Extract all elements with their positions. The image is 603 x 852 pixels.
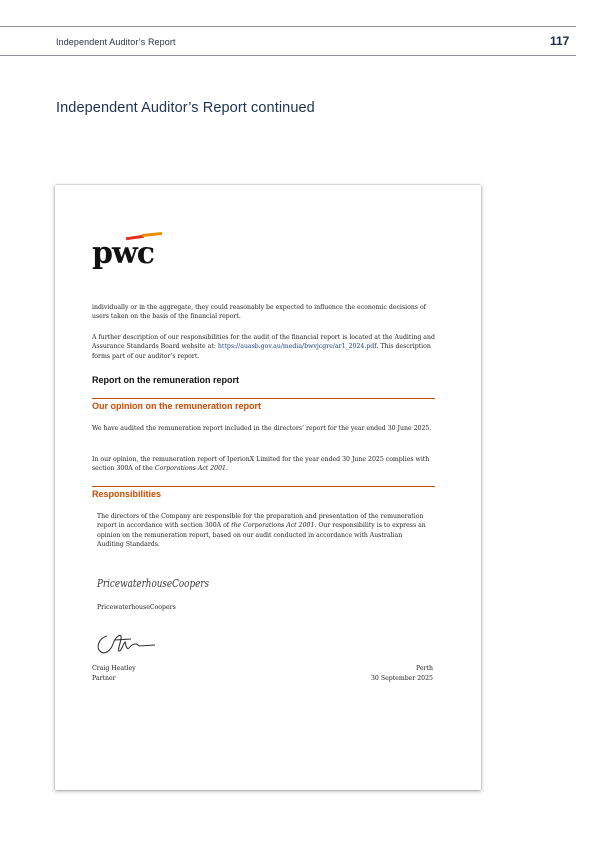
- firm-signature-image: [97, 571, 217, 593]
- page-number: 117: [550, 34, 570, 48]
- header-rule-top: [0, 26, 576, 27]
- logo-text: pwc: [92, 236, 155, 271]
- partner-signature-icon: [93, 628, 163, 658]
- paragraph-further-description: [92, 333, 437, 361]
- partner-title: Partner: [92, 675, 116, 682]
- remuneration-report-heading: Report on the remuneration report: [92, 375, 240, 385]
- paragraph-materiality: individually or in the aggregate, they could reasonably be expected to influence the economic decisions of users taken on the basis of the financial report.: [92, 304, 426, 321]
- para2-text-a: A further description of our responsibilities for the audit of the financial report is located at the Auditing and Assurance Standards Board website at:: [92, 334, 435, 351]
- firm-name: PricewaterhouseCoopers: [97, 604, 176, 611]
- section-heading: Independent Auditor’s Report continued: [56, 100, 315, 116]
- responsibilities-heading: Responsibilities: [92, 489, 162, 499]
- opinion-heading: Our opinion on the remuneration report: [92, 401, 262, 411]
- resp-text-b: . Our responsibility is to express an opinion on the remuneration report, based on our audit conducted in accordance with Australian Auditing Standards.: [97, 522, 426, 549]
- responsibilities-paragraph: [97, 512, 427, 550]
- resp-text-a: The directors of the Company are responsible for the preparation and presentation of the remuneration report in accordance with section 300A of: [97, 513, 424, 530]
- partner-name: Craig Heatley: [92, 665, 136, 672]
- opinion-rule: [92, 398, 435, 399]
- auasb-link[interactable]: https://auasb.gov.au/media/bwvjcgre/ar1_2024.pdf: [217, 343, 377, 351]
- firm-signature-script: PricewaterhouseCoopers: [96, 577, 210, 590]
- opinion-p2-text-b: .: [225, 465, 228, 473]
- responsibilities-rule: [92, 486, 435, 487]
- scanned-report-page: [55, 185, 481, 790]
- resp-act-italic: the Corporations Act 2001: [231, 522, 315, 530]
- opinion-paragraph-1: We have audited the remuneration report included in the directors’ report for the year ended 30 June 2025.: [92, 425, 432, 432]
- signing-city: Perth: [416, 665, 433, 672]
- corporations-act-italic: Corporations Act 2001: [154, 465, 226, 473]
- header-rule-bottom: [0, 55, 576, 56]
- running-title: Independent Auditor’s Report: [56, 37, 176, 47]
- opinion-p2-text-a: In our opinion, the remuneration report of IperionX Limited for the year ended 30 June 2025 complies with section 300A of the: [92, 456, 430, 473]
- pwc-logo: [92, 228, 172, 271]
- opinion-paragraph-2: [92, 455, 437, 474]
- signing-date: 30 September 2025: [370, 675, 433, 682]
- para2-text-b: . This description forms part of our auditor’s report.: [92, 343, 431, 360]
